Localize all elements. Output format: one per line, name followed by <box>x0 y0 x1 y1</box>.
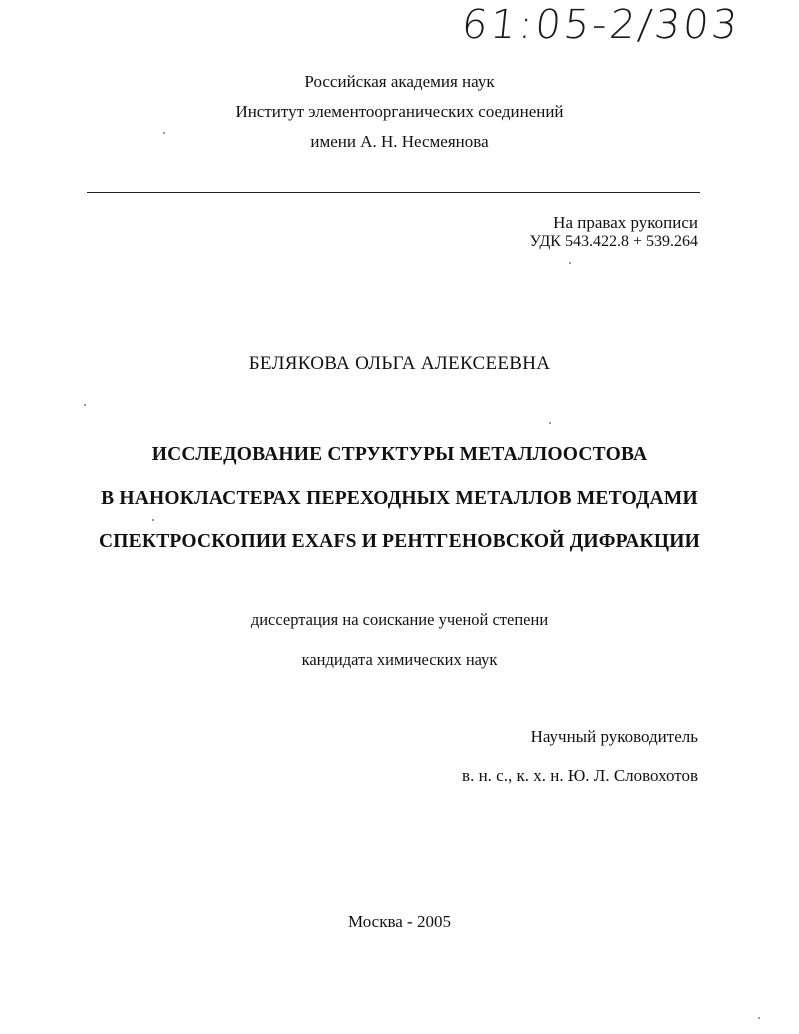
institution-line-2: Институт элементоорганических соединений <box>235 102 564 121</box>
udc-code: УДК 543.422.8 + 539.264 <box>529 233 698 250</box>
place-and-year: Москва - 2005 <box>348 912 451 931</box>
title-line-2: В НАНОКЛАСТЕРАХ ПЕРЕХОДНЫХ МЕТАЛЛОВ МЕТОДАМИ <box>101 488 698 509</box>
scan-speck <box>549 422 551 424</box>
degree-line-2: кандидата химических наук <box>301 650 498 669</box>
institution-line-3: имени А. Н. Несмеянова <box>310 132 489 151</box>
header-divider <box>87 192 700 193</box>
institution-line-1: Российская академия наук <box>304 72 495 91</box>
title-line-1: ИССЛЕДОВАНИЕ СТРУКТУРЫ МЕТАЛЛООСТОВА <box>151 444 648 465</box>
supervisor-label: Научный руководитель <box>530 727 698 746</box>
scan-speck <box>569 262 571 264</box>
scan-speck <box>152 519 154 521</box>
manuscript-rights: На правах рукописи <box>553 213 698 232</box>
author-name: БЕЛЯКОВА ОЛЬГА АЛЕКСЕЕВНА <box>248 353 551 374</box>
scan-speck <box>84 404 86 406</box>
scan-speck <box>163 132 165 134</box>
scan-speck <box>758 1017 760 1019</box>
degree-line-1: диссертация на соискание ученой степени <box>250 610 549 629</box>
title-line-3: СПЕКТРОСКОПИИ EXAFS И РЕНТГЕНОВСКОЙ ДИФРАКЦИИ <box>99 531 700 552</box>
handwritten-archive-code: 61:05-2/303 <box>459 2 743 48</box>
supervisor-name: в. н. с., к. х. н. Ю. Л. Словохотов <box>462 766 698 785</box>
